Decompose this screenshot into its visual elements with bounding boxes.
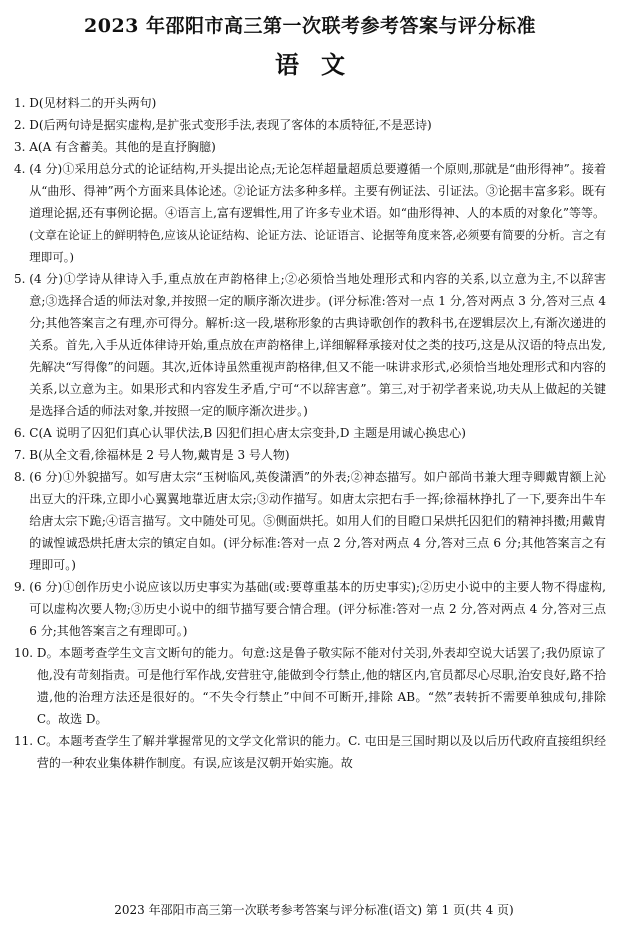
answer-number: 2. xyxy=(14,118,30,132)
answer-text: A(A 有含蓄美。其他的是直抒胸臆) xyxy=(29,140,216,154)
answer-note: (文章在论证上的鲜明特色,应该从论证结构、论证方法、论证语言、论据等角度来答,必须要有简要的分析。言之有理即可。) xyxy=(29,228,606,264)
answer-number: 10. xyxy=(14,646,37,660)
answer-text: D(见材料二的开头两句) xyxy=(29,96,157,110)
answer-item-9 xyxy=(14,576,606,642)
answer-number: 6. xyxy=(14,426,30,440)
answer-number: 7. xyxy=(14,448,30,462)
answer-number: 4. xyxy=(14,162,30,176)
answer-item-8 xyxy=(14,466,606,576)
answer-text: (6 分)①外貌描写。如写唐太宗“玉树临风,英俊潇洒”的外表;②神态描写。如户部尚书兼大理寺卿戴胄额上沁出豆大的汗珠,立即小心翼翼地靠近唐太宗;③动作描写。如唐太宗把右手一挥;徐福林挣扎了一下,要奔出牛车给唐太宗下跪;④语言描写。文中随处可见。⑤侧面烘托。如用人们的目瞪口呆烘托囚犯们的精神抖擞;用戴胄的诚惶诚恐烘托唐太宗的镇定自如。(评分标准:答对一点 2 分,答对两点 4 分,答对三点 6 分;其他答案言之有理即可。) xyxy=(29,470,606,572)
answer-item-11 xyxy=(14,730,606,774)
page-title: 2023 年邵阳市高三第一次联考参考答案与评分标准 xyxy=(84,15,536,37)
answer-list xyxy=(14,92,606,774)
answer-item-2 xyxy=(14,114,606,136)
answer-text: D。本题考查学生文言文断句的能力。句意:这是鲁子敬实际不能对付关羽,外表却空说大话罢了;我仍原谅了他,没有苛刻指责。可是他行军作战,安营驻守,能做到令行禁止,他的辖区内,官员都尽心尽职,治安良好,路不拾遗,他的治理方法还是很好的。“不失令行禁止”中间不可断开,排除 AB。“然”表转折不需要单独成句,排除 C。故选 D。 xyxy=(36,646,606,726)
answer-item-3 xyxy=(14,136,606,158)
answer-item-7 xyxy=(14,444,606,466)
answer-body xyxy=(29,158,606,268)
subject-heading: 语文 xyxy=(275,50,367,79)
answer-item-10 xyxy=(14,642,606,730)
answer-item-4 xyxy=(14,158,606,268)
answer-text: (4 分)①采用总分式的论证结构,开头提出论点;无论怎样超量超质总要遵循一个原则,那就是“曲形得神”。接着从“曲形、得神”两个方面来具体论述。②论证方法多种多样。主要有例证法、引证法。③论据丰富多彩。既有道理论据,还有事例论据。④语言上,富有逻辑性,用了许多专业术语。如“曲形得神、人的本质的对象化”等等。 xyxy=(29,162,606,220)
answer-text: B(从全文看,徐福林是 2 号人物,戴胄是 3 号人物) xyxy=(29,448,290,462)
answer-text: D(后两句诗是据实虚构,是扩张式变形手法,表现了客体的本质特征,不是恶诗) xyxy=(29,118,432,132)
answer-text: C。本题考查学生了解并掌握常见的文学文化常识的能力。C. 屯田是三国时期以及以后历代政府直接组织经营的一种农业集体耕作制度。有误,应该是汉朝开始实施。故 xyxy=(36,734,606,770)
answer-number: 3. xyxy=(14,140,30,154)
answer-number: 5. xyxy=(14,272,30,286)
answer-number: 9. xyxy=(14,580,30,594)
answer-item-5 xyxy=(14,268,606,422)
page-footer: 2023 年邵阳市高三第一次联考参考答案与评分标准(语文) 第 1 页(共 4 页) xyxy=(114,903,514,917)
answer-number: 1. xyxy=(14,96,30,110)
answer-item-1 xyxy=(14,92,606,114)
answer-text: (6 分)①创作历史小说应该以历史事实为基础(或:要尊重基本的历史事实);②历史小说中的主要人物不得虚构,可以虚构次要人物;③历史小说中的细节描写要合情合理。(评分标准:答对一点 2 分,答对两点 4 分,答对三点 6 分;其他答案言之有理即可。) xyxy=(29,580,606,638)
answer-text: (4 分)①学诗从律诗入手,重点放在声韵格律上;②必须恰当地处理形式和内容的关系,以立意为主,不以辞害意;③选择合适的师法对象,并按照一定的顺序渐次进步。(评分标准:答对一点 1 分,答对两点 3 分,答对三点 4 分;其他答案言之有理,亦可得分。解析:这一段,堪称形象的古典诗歌创作的教科书,在逻辑层次上,有渐次递进的关系。首先,入手从近体律诗开始,重点放在声韵格律上,详细解释承接对仗之类的技巧,这是从汉语的特点出发,先解决“写得像”的问题。其次,近体诗虽然重视声韵格律,但又不能一味讲求形式,必须恰当地处理形式和内容的关系,以立意为主。如果形式和内容发生矛盾,宁可“不以辞害意”。第三,对于初学者来说,功夫从上做起的关键是选择合适的师法对象,并按照一定的顺序渐次进步。) xyxy=(29,272,606,418)
answer-number: 8. xyxy=(14,470,30,484)
answer-item-6 xyxy=(14,422,606,444)
answer-number: 11. xyxy=(14,734,37,748)
answer-text: C(A 说明了囚犯们真心认罪伏法,B 囚犯们担心唐太宗变卦,D 主题是用诚心换忠心) xyxy=(29,426,466,440)
